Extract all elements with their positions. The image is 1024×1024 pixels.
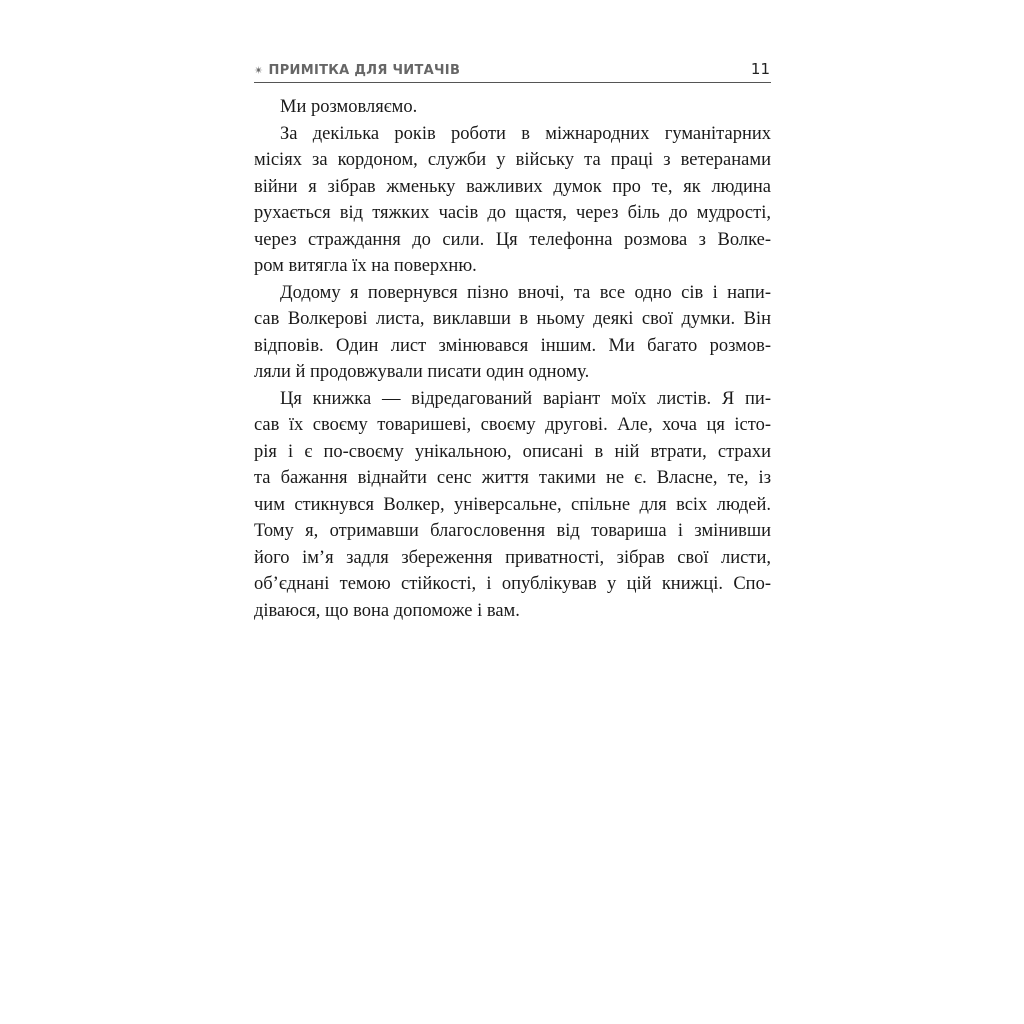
text-line: сав їх своєму товаришеві, своєму другові. Але, хоча ця істо- [254, 415, 771, 435]
text-line: місіях за кордоном, служби у війську та праці з ветеранами [254, 150, 771, 170]
paragraph [254, 94, 771, 121]
text-line: ляли й продовжували писати один одному. [254, 362, 590, 382]
paragraph [254, 121, 771, 280]
text-line: За декілька років роботи в міжнародних гуманітарних [280, 123, 771, 144]
text-line: та бажання віднайти сенс життя такими не є. Власне, те, із [254, 468, 771, 488]
text-line: об’єднані темою стійкості, і опублікував у цій книжці. Спо- [254, 574, 771, 594]
text-line: війни я зібрав жменьку важливих думок про те, як людина [254, 176, 771, 197]
text-line: діваюся, що вона допоможе і вам. [254, 600, 520, 621]
text-line: сав Волкерові листа, виклавши в ньому деякі свої думки. Він [254, 309, 771, 329]
text-line: Тому я, отримавши благословення від товариша і змінивши [254, 521, 771, 541]
text-line: Ця книжка — відредагований варіант моїх листів. Я пи- [280, 388, 771, 409]
text-line: чим стикнувся Волкер, універсальне, спільне для всіх людей. [254, 494, 771, 515]
text-line: Ми розмовляємо. [280, 97, 418, 117]
running-head-title-group [254, 63, 460, 78]
running-head [254, 60, 771, 83]
text-line: рія і є по-своєму унікальною, описані в ній втрати, страхи [254, 441, 771, 462]
text-line: ром витягла їх на поверхню. [254, 256, 477, 276]
text-line: його ім’я задля збереження приватності, зібрав свої листи, [254, 547, 771, 568]
body-text [254, 94, 771, 624]
text-line: відповів. Один лист змінювався іншим. Ми багато розмов- [254, 335, 771, 356]
running-head-title: ПРИМІТКА ДЛЯ ЧИТАЧІВ [268, 63, 461, 78]
text-line: рухається від тяжких часів до щастя, через біль до мудрості, [254, 203, 771, 223]
paragraph [254, 386, 771, 625]
paragraph [254, 280, 771, 386]
star-ornament-icon: ✴ [254, 64, 264, 77]
page-number: 11 [750, 60, 770, 78]
text-line: через страждання до сили. Ця телефонна розмова з Волке- [254, 229, 771, 250]
text-line: Додому я повернувся пізно вночі, та все одно сів і напи- [280, 282, 771, 303]
